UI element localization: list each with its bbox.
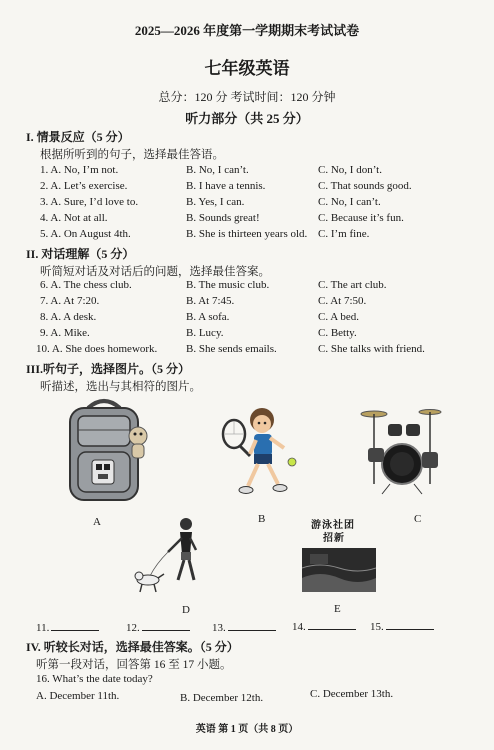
- drum-set-picture: [360, 404, 442, 496]
- section3-heading: III.听句子，选择图片。（5 分）: [26, 362, 191, 376]
- tennis-player-picture: [220, 404, 300, 500]
- q10-option-b: B. She sends emails.: [186, 343, 277, 355]
- q6-option-c: C. The art club.: [318, 279, 387, 291]
- swimming-club-sign-line1: 游泳社团: [311, 520, 355, 531]
- exam-info: 总分：120 分 考试时间：120 分钟: [158, 90, 336, 104]
- q16-question: 16. What’s the date today?: [36, 673, 153, 685]
- q1-option-a: 1. A. No, I’m not.: [40, 164, 119, 176]
- q4-option-b: B. Sounds great!: [186, 212, 260, 224]
- q4-option-c: C. Because it’s fun.: [318, 212, 404, 224]
- q8-option-b: B. A sofa.: [186, 311, 230, 323]
- q3-option-a: 3. A. Sure, I’d love to.: [40, 196, 139, 208]
- q10-option-a: 10. A. She does homework.: [36, 343, 158, 355]
- q2-option-a: 2. A. Let’s exercise.: [40, 180, 128, 192]
- q10-option-c: C. She talks with friend.: [318, 343, 425, 355]
- q3-option-b: B. Yes, I can.: [186, 196, 245, 208]
- page-footer: 英语 第 1 页（共 8 页）: [195, 724, 299, 735]
- answer-blank-11[interactable]: 11.: [36, 622, 99, 634]
- q2-option-c: C. That sounds good.: [318, 180, 412, 192]
- section4-instruction: 听第一段对话，回答第 16 至 17 小题。: [36, 659, 232, 671]
- q5-option-a: 5. A. On August 4th.: [40, 228, 131, 240]
- q1-option-b: B. No, I can’t.: [186, 164, 249, 176]
- q9-option-a: 9. A. Mike.: [40, 327, 90, 339]
- q5-option-b: B. She is thirteen years old.: [186, 228, 308, 240]
- section2-instruction: 听简短对话及对话后的问题，选择最佳答案。: [40, 266, 270, 278]
- q8-option-c: C. A bed.: [318, 311, 359, 323]
- section3-instruction: 听描述，选出与其相符的图片。: [40, 381, 201, 393]
- subject-title: 七年级英语: [204, 59, 290, 78]
- q1-option-c: C. No, I don’t.: [318, 164, 382, 176]
- q9-option-c: C. Betty.: [318, 327, 357, 339]
- exam-year-title: 2025—2026 年度第一学期期末考试试卷: [134, 23, 360, 38]
- answer-blank-12[interactable]: 12.: [126, 622, 190, 634]
- q16-option-b: B. December 12th.: [180, 692, 264, 704]
- q7-option-a: 7. A. At 7:20.: [40, 295, 100, 307]
- backpack-picture: [58, 398, 150, 506]
- section1-heading: I. 情景反应（5 分）: [26, 130, 130, 144]
- answer-blank-13[interactable]: 13.: [212, 622, 276, 634]
- q7-option-c: C. At 7:50.: [318, 295, 367, 307]
- picture-label-e: E: [334, 603, 341, 615]
- picture-label-a: A: [93, 516, 101, 528]
- section2-heading: II. 对话理解（5 分）: [26, 247, 135, 261]
- q16-option-a: A. December 11th.: [36, 690, 120, 702]
- section4-heading: IV. 听较长对话，选择最佳答案。（5 分）: [26, 640, 239, 654]
- listening-part-title: 听力部分（共 25 分）: [185, 111, 309, 126]
- q4-option-a: 4. A. Not at all.: [40, 212, 108, 224]
- answer-blank-14[interactable]: 14.: [292, 621, 356, 633]
- q16-option-c: C. December 13th.: [310, 688, 394, 700]
- swimming-pool-picture: [302, 548, 376, 592]
- q5-option-c: C. I’m fine.: [318, 228, 370, 240]
- q6-option-a: 6. A. The chess club.: [40, 279, 132, 291]
- q8-option-a: 8. A. A desk.: [40, 311, 97, 323]
- swimming-club-sign-line2: 招新: [323, 533, 345, 544]
- answer-blank-15[interactable]: 15.: [370, 621, 434, 633]
- picture-label-c: C: [414, 513, 422, 525]
- q3-option-c: C. No, I can’t.: [318, 196, 381, 208]
- q7-option-b: B. At 7:45.: [186, 295, 235, 307]
- picture-label-b: B: [258, 513, 266, 525]
- q2-option-b: B. I have a tennis.: [186, 180, 266, 192]
- walking-dog-picture: [134, 516, 218, 596]
- q6-option-b: B. The music club.: [186, 279, 270, 291]
- q9-option-b: B. Lucy.: [186, 327, 224, 339]
- picture-label-d: D: [182, 604, 190, 616]
- section1-instruction: 根据所听到的句子，选择最佳答语。: [40, 149, 224, 161]
